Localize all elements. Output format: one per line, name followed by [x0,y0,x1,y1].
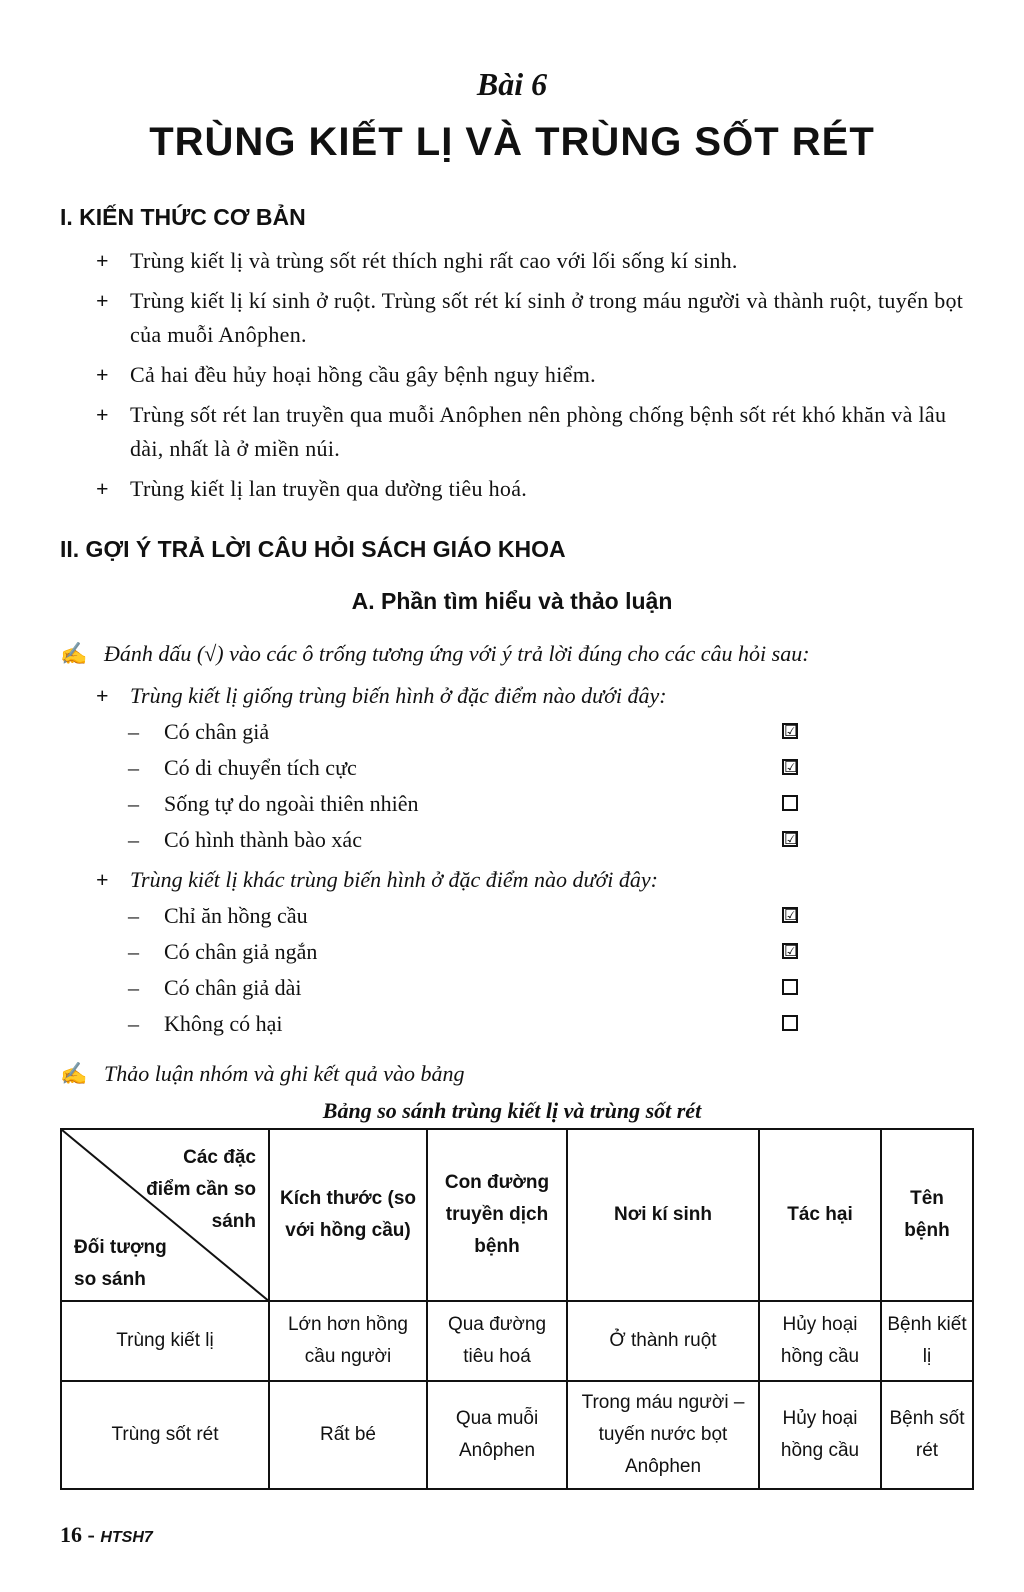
question-text: Trùng kiết lị khác trùng biến hình ở đặc điểm nào dưới đây: [130,867,658,892]
lesson-title: TRÙNG KIẾT LỊ VÀ TRÙNG SỐT RÉT [149,120,875,164]
question [96,680,976,712]
column-header: Tên bệnh [881,1129,973,1301]
table-cell: Lớn hơn hồng cầu người [269,1301,427,1381]
checkmark-icon: ☑ [784,942,798,960]
bullet-item [96,244,976,278]
checkbox[interactable] [782,795,798,811]
checkmark-icon: ☑ [784,906,798,924]
table-cell: Bệnh kiết lị [881,1301,973,1381]
table-cell: Ở thành ruột [567,1301,759,1381]
checkmark-icon: ☑ [784,830,798,848]
corner-bottom-label: Đối tượng so sánh [74,1237,167,1290]
checkbox[interactable] [782,723,798,739]
question-text: Trùng kiết lị giống trùng biến hình ở đặc điểm nào dưới đây: [130,683,667,708]
option-dash: – [128,975,139,1000]
bullet-mark: + [96,867,109,892]
option-dash: – [128,755,139,780]
checkbox[interactable] [782,759,798,775]
comparison-table [60,1128,974,1490]
question [96,864,976,896]
column-header: Tác hại [759,1129,881,1301]
table-cell: Qua muỗi Anôphen [427,1381,567,1489]
bullet-mark: + [96,248,109,273]
table-corner-cell [61,1129,269,1301]
checkmark-icon: ☑ [784,758,798,776]
option-dash: – [128,903,139,928]
option-dash: – [128,1011,139,1036]
option-item [128,788,688,820]
option-text: Có di chuyển tích cực [164,755,357,780]
bullet-item [96,472,976,506]
bullet-mark: + [96,683,109,708]
book-code: HTSH7 [100,1529,153,1546]
option-text: Có chân giả [164,719,270,744]
bullet-mark: + [96,362,109,387]
option-item [128,752,798,784]
pencil-icon: ✍ [60,1061,88,1086]
checkbox[interactable] [782,979,798,995]
section2-heading: II. GỢI Ý TRẢ LỜI CÂU HỎI SÁCH GIÁO KHOA [60,536,566,562]
option-dash: – [128,939,139,964]
task-text: Đánh dấu (√) vào các ô trống tương ứng với ý trả lời đúng cho các câu hỏi sau: [104,641,810,666]
task-instruction [60,638,980,670]
checkbox[interactable] [782,943,798,959]
option-dash: – [128,827,139,852]
bullet-item [96,358,976,392]
option-item [128,972,688,1004]
option-text: Có chân giả dài [164,975,302,1000]
option-text: Có hình thành bào xác [164,827,362,852]
bullet-text: Trùng kiết lị lan truyền qua dường tiêu hoá. [130,476,528,501]
bullet-item [96,284,976,352]
table-cell: Trong máu người – tuyến nước bọt Anôphen [567,1381,759,1489]
column-header: Nơi kí sinh [567,1129,759,1301]
option-item [128,900,798,932]
option-item [128,936,798,968]
table-row [61,1301,973,1381]
checkbox[interactable] [782,907,798,923]
row-subject: Trùng kiết lị [61,1301,269,1381]
table-cell: Rất bé [269,1381,427,1489]
lesson-number: Bài 6 [476,66,548,102]
bullet-text: Trùng sốt rét lan truyền qua muỗi Anôphen nên phòng chống bệnh sốt rét khó khăn và lâu dài, nhất là ở miền núi. [130,402,947,461]
bullet-mark: + [96,402,109,427]
bullet-mark: + [96,476,109,501]
option-text: Sống tự do ngoài thiên nhiên [164,791,419,816]
table-cell: Qua đường tiêu hoá [427,1301,567,1381]
bullet-item [96,398,976,466]
page-number: 16 - [60,1522,95,1547]
section2-subheading: A. Phần tìm hiểu và thảo luận [351,588,673,614]
row-subject: Trùng sốt rét [61,1381,269,1489]
table-cell: Bệnh sốt rét [881,1381,973,1489]
table-header-row [61,1129,973,1301]
option-item [128,716,798,748]
checkbox[interactable] [782,1015,798,1031]
option-item [128,824,798,856]
table-caption: Bảng so sánh trùng kiết lị và trùng sốt rét [322,1098,702,1123]
option-text: Chỉ ăn hồng cầu [164,903,308,928]
option-item [128,1008,688,1040]
option-text: Không có hại [164,1011,283,1036]
table-cell: Hủy hoại hồng cầu [759,1381,881,1489]
task-text: Thảo luận nhóm và ghi kết quả vào bảng [104,1061,465,1086]
table-cell: Hủy hoại hồng cầu [759,1301,881,1381]
section1-heading: I. KIẾN THỨC CƠ BẢN [60,204,306,230]
bullet-text: Cả hai đều hủy hoại hồng cầu gây bệnh nguy hiểm. [130,362,596,387]
table-row [61,1381,973,1489]
page-footer [60,1522,153,1548]
task-instruction [60,1058,980,1090]
checkbox[interactable] [782,831,798,847]
option-dash: – [128,791,139,816]
bullet-text: Trùng kiết lị và trùng sốt rét thích nghi rất cao với lối sống kí sinh. [130,248,738,273]
checkmark-icon: ☑ [784,722,798,740]
option-dash: – [128,719,139,744]
corner-top-label: Các đặc điểm cần so sánh [146,1147,256,1232]
option-text: Có chân giả ngắn [164,939,318,964]
pencil-icon: ✍ [60,641,88,666]
column-header: Con đường truyền dịch bệnh [427,1129,567,1301]
bullet-text: Trùng kiết lị kí sinh ở ruột. Trùng sốt rét kí sinh ở trong máu người và thành ruột, tuyến bọt của muỗi Anôphen. [130,288,964,347]
bullet-mark: + [96,288,109,313]
column-header: Kích thước (so với hồng cầu) [269,1129,427,1301]
